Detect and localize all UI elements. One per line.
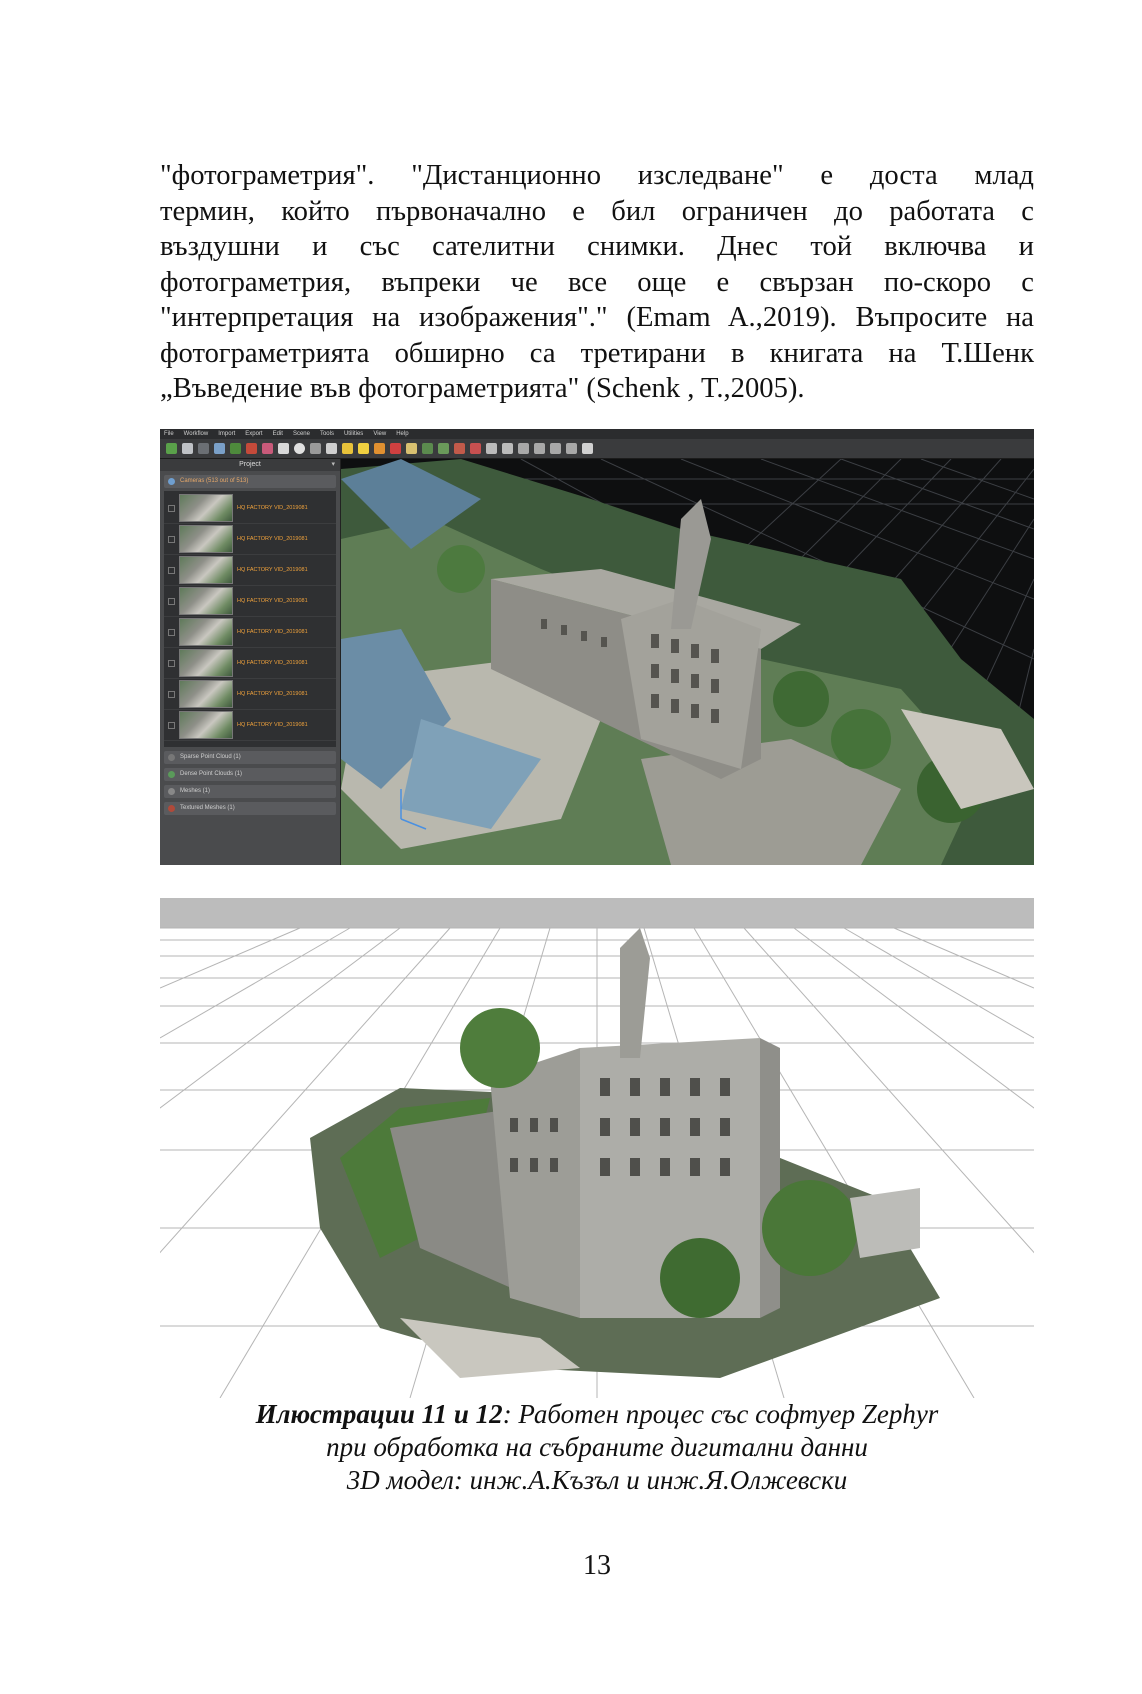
- camera-folder-icon: [168, 478, 175, 485]
- project-panel-header: [160, 459, 340, 471]
- points-icon[interactable]: [358, 443, 369, 454]
- circle-icon[interactable]: [534, 443, 545, 454]
- camera-label: HQ FACTORY VID_2019081: [237, 691, 308, 697]
- camera-item[interactable]: [164, 493, 336, 524]
- help-icon[interactable]: [582, 443, 593, 454]
- camera-thumbnail: [179, 711, 233, 739]
- checkbox[interactable]: [168, 536, 175, 543]
- caption-line-3: 3D модел: инж.А.Къзъл и инж.Я.Олжевски: [346, 1465, 848, 1495]
- 3d-model-render: [160, 898, 1034, 1398]
- camera-item[interactable]: [164, 679, 336, 710]
- fit-view-icon[interactable]: [326, 443, 337, 454]
- cloud-icon[interactable]: [422, 443, 433, 454]
- camera-thumbnail: [179, 525, 233, 553]
- camera-label: HQ FACTORY VID_2019081: [237, 505, 308, 511]
- caption-rest: : Работен процес със софтуер Zephyr: [502, 1399, 939, 1429]
- filter-icon[interactable]: [454, 443, 465, 454]
- marker-icon[interactable]: [390, 443, 401, 454]
- measure-icon[interactable]: [518, 443, 529, 454]
- textured-mesh-icon: [168, 805, 175, 812]
- panel-title: Project: [239, 461, 261, 468]
- caption-line-1: [160, 1398, 1034, 1431]
- body-line: "фотограметрия". "Дистанционно изследване" е доста млад: [160, 160, 1034, 191]
- camera-thumbnail: [179, 494, 233, 522]
- page-number: 13: [583, 1550, 611, 1581]
- tool-icon[interactable]: [566, 443, 577, 454]
- brush-icon[interactable]: [406, 443, 417, 454]
- body-line: термин, който първоначално е бил ограничен до работата с: [160, 195, 1034, 227]
- camera-item[interactable]: [164, 617, 336, 648]
- body-paragraph: [160, 158, 1034, 407]
- menu-item-scene[interactable]: Scene: [292, 431, 310, 437]
- tree-item-label: Meshes (1): [180, 788, 211, 794]
- sparse-cloud-icon: [168, 754, 175, 761]
- camera-item[interactable]: [164, 648, 336, 679]
- tree-item-label: Dense Point Clouds (1): [180, 771, 243, 777]
- caption-lead: Илюстрации 11 и 12: [255, 1399, 503, 1429]
- camera-thumbnail: [179, 556, 233, 584]
- camera-label: HQ FACTORY VID_2019081: [237, 536, 308, 542]
- figure-3d-model: [160, 898, 1034, 1398]
- cameras-node[interactable]: [164, 475, 336, 488]
- tree-item-sparse[interactable]: [164, 751, 336, 764]
- menu-item-utilities[interactable]: Utilities: [343, 431, 364, 437]
- caption-line-2: при обработка на събраните дигитални данни: [326, 1432, 868, 1462]
- camera-thumbnail: [179, 618, 233, 646]
- tree-item-label: Sparse Point Cloud (1): [180, 754, 241, 760]
- checkbox[interactable]: [168, 567, 175, 574]
- camera-item[interactable]: [164, 710, 336, 741]
- new-project-icon[interactable]: [166, 443, 177, 454]
- figure-caption: [160, 1398, 1034, 1497]
- project-panel: [160, 459, 341, 865]
- dense-icon[interactable]: [438, 443, 449, 454]
- screenshot-icon[interactable]: [278, 443, 289, 454]
- camera-label: HQ FACTORY VID_2019081: [237, 722, 308, 728]
- body-line: въздушни и със сателитни снимки. Днес той включва и: [160, 231, 1034, 262]
- figure-zephyr-screenshot: [160, 429, 1034, 865]
- undo-icon[interactable]: [486, 443, 497, 454]
- checkbox[interactable]: [168, 722, 175, 729]
- menu-item-import[interactable]: Import: [218, 431, 236, 437]
- select-icon[interactable]: [470, 443, 481, 454]
- tree-item-dense[interactable]: [164, 768, 336, 781]
- checkbox[interactable]: [168, 629, 175, 636]
- orbit-icon[interactable]: [310, 443, 321, 454]
- 3d-viewport[interactable]: [341, 459, 1034, 865]
- texture-icon[interactable]: [262, 443, 273, 454]
- menu-item-view[interactable]: View: [373, 431, 387, 437]
- menu-item-edit[interactable]: Edit: [272, 431, 283, 437]
- body-line: "интерпретация на изображения"." (Emam A.,2019). Въпросите на: [160, 302, 1034, 333]
- checkbox[interactable]: [168, 660, 175, 667]
- body-line: „Въведение във фотограметрията" (Schenk , T.,2005).: [160, 373, 805, 404]
- body-line: фотограметрия, въпреки че все още е свързан по-скоро с: [160, 266, 1034, 298]
- menu-item-tools[interactable]: Tools: [319, 431, 334, 437]
- mesh-icon: [168, 788, 175, 795]
- menu-item-workflow[interactable]: Workflow: [183, 431, 209, 437]
- camera-thumbnail: [179, 587, 233, 615]
- grid-icon[interactable]: [230, 443, 241, 454]
- camera-label: HQ FACTORY VID_2019081: [237, 567, 308, 573]
- dense-cloud-icon: [168, 771, 175, 778]
- menu-item-help[interactable]: Help: [396, 431, 409, 437]
- camera-thumbnail: [179, 680, 233, 708]
- menu-bar: [160, 429, 1034, 439]
- light-icon[interactable]: [342, 443, 353, 454]
- camera-label: HQ FACTORY VID_2019081: [237, 598, 308, 604]
- camera-item[interactable]: [164, 555, 336, 586]
- point-cloud-render: [341, 459, 1034, 865]
- camera-icon[interactable]: [214, 443, 225, 454]
- ruler-icon[interactable]: [550, 443, 561, 454]
- camera-item[interactable]: [164, 586, 336, 617]
- menu-item-export[interactable]: Export: [245, 431, 263, 437]
- camera-label: HQ FACTORY VID_2019081: [237, 629, 308, 635]
- rotate-icon[interactable]: [294, 443, 305, 454]
- camera-thumbnail: [179, 649, 233, 677]
- checkbox[interactable]: [168, 691, 175, 698]
- cameras-label: Cameras (513 out of 513): [180, 478, 249, 484]
- menu-item-file[interactable]: File: [164, 431, 174, 437]
- camera-item[interactable]: [164, 524, 336, 555]
- tree-item-label: Textured Meshes (1): [180, 805, 235, 811]
- warning-icon[interactable]: [374, 443, 385, 454]
- tree-item-textured[interactable]: [164, 802, 336, 815]
- open-project-icon[interactable]: [182, 443, 193, 454]
- pin-icon[interactable]: ▾: [331, 461, 335, 468]
- redo-icon[interactable]: [502, 443, 513, 454]
- save-icon[interactable]: [198, 443, 209, 454]
- camera-label: HQ FACTORY VID_2019081: [237, 660, 308, 666]
- tree-item-meshes[interactable]: [164, 785, 336, 798]
- toolbar: [160, 439, 1034, 459]
- mesh-icon[interactable]: [246, 443, 257, 454]
- checkbox[interactable]: [168, 598, 175, 605]
- checkbox[interactable]: [168, 505, 175, 512]
- body-line: фотограметрията обширно са третирани в книгата на Т.Шенк: [160, 337, 1034, 369]
- camera-list: [164, 491, 336, 747]
